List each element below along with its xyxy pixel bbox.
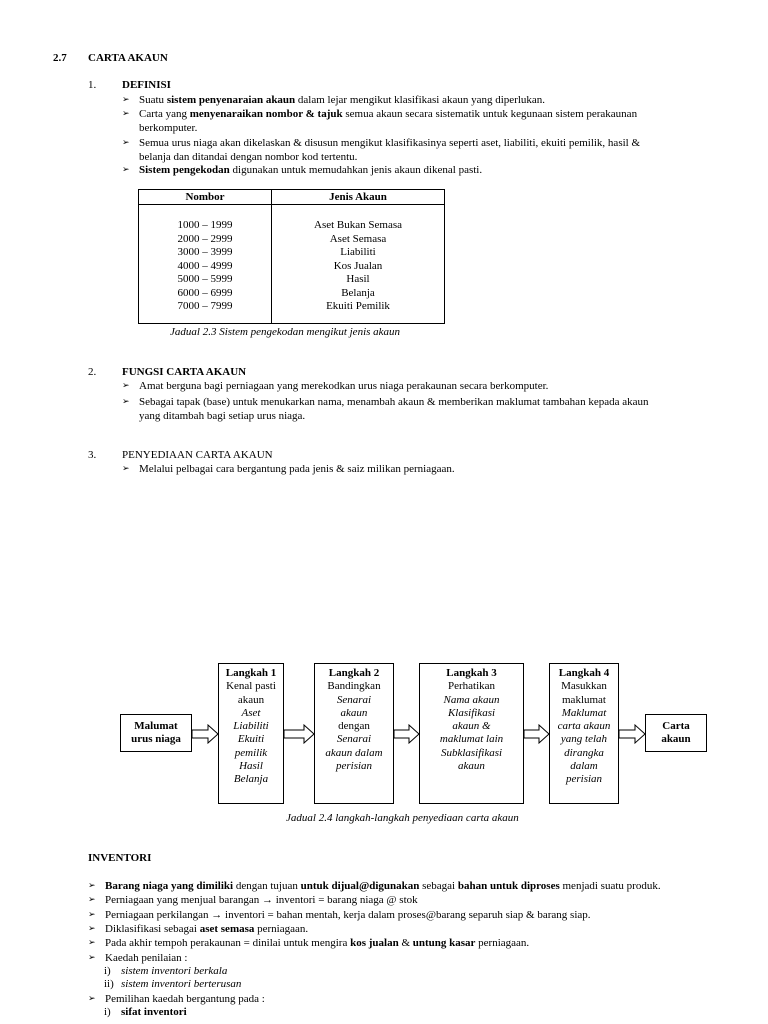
flow-caption: Jadual 2.4 langkah-langkah penyediaan carta akaun bbox=[286, 812, 519, 824]
bullet-arrow-icon: ➢ bbox=[122, 109, 130, 119]
bullet-arrow-icon: ➢ bbox=[88, 938, 96, 948]
list-item: ➢ Semua urus niaga akan dikelaskan & disusun mengikut klasifikasinya seperti aset, liabiliti, ekuiti pemilik, hasil & belanja dan ditandai dengan nombor kod tertentu. bbox=[122, 137, 641, 163]
section-title: CARTA AKAUN bbox=[88, 52, 168, 64]
flow-arrow-icon bbox=[524, 724, 550, 744]
bullet-arrow-icon: ➢ bbox=[122, 381, 130, 391]
flow-step-2 bbox=[314, 663, 394, 804]
step-text: pemilik bbox=[234, 746, 268, 759]
bullet-arrow-icon: ➢ bbox=[88, 881, 96, 891]
s3-title: PENYEDIAAN CARTA AKAUN bbox=[122, 449, 273, 461]
list-item: ➢ Sistem pengekodan digunakan untuk memudahkan jenis akaun dikenal pasti. bbox=[122, 164, 483, 176]
table-col-nombor bbox=[139, 219, 271, 314]
table-cell: 5000 – 5999 bbox=[177, 273, 233, 285]
step-text: akaun dalam bbox=[325, 746, 383, 759]
step-text: maklumat lain bbox=[439, 733, 504, 746]
right-arrow-icon: → bbox=[211, 909, 223, 921]
step-text: dengan bbox=[338, 720, 370, 733]
table-cell: Belanja bbox=[341, 286, 375, 299]
table-cell: Aset Bukan Semasa bbox=[314, 219, 402, 231]
bullet-arrow-icon: ➢ bbox=[88, 994, 96, 1004]
flow-end-box bbox=[645, 714, 707, 752]
s1-number: 1. bbox=[88, 79, 97, 91]
step-text: Kenal pasti bbox=[226, 680, 276, 693]
step-text: Nama akaun bbox=[443, 693, 500, 706]
list-item: ➢ Pemilihan kaedah bergantung pada : bbox=[88, 993, 265, 1005]
step-text: Maklumat bbox=[561, 706, 607, 719]
coding-table bbox=[138, 189, 445, 324]
step-text: akaun bbox=[340, 706, 368, 719]
table-cell: 6000 – 6999 bbox=[177, 286, 233, 299]
step-text: Belanja bbox=[233, 773, 269, 786]
step-text: Liabiliti bbox=[233, 720, 269, 733]
table-cell: 4000 – 4999 bbox=[177, 259, 233, 272]
step-text: dalam bbox=[570, 760, 598, 773]
table-header-jenis: Jenis Akaun bbox=[329, 191, 387, 203]
step-text: Subklasifikasi bbox=[440, 746, 503, 759]
bullet-arrow-icon: ➢ bbox=[88, 910, 96, 920]
bullet-arrow-icon: ➢ bbox=[122, 138, 130, 148]
step-text: Perhatikan bbox=[447, 680, 496, 693]
flow-arrow-icon bbox=[394, 724, 420, 744]
step-text: Bandingkan bbox=[327, 680, 381, 693]
list-item: ➢ Carta yang menyenaraikan nombor & tajuk semua akaun secara sistematik untuk kegunaan sistem perakaunan berkomputer. bbox=[122, 108, 638, 134]
s2-title: FUNGSI CARTA AKAUN bbox=[122, 366, 247, 378]
step-text: Aset bbox=[241, 706, 261, 719]
flow-start-box bbox=[120, 714, 192, 752]
flow-step-4 bbox=[549, 663, 619, 804]
step-text: Senarai bbox=[336, 693, 372, 706]
bullet-arrow-icon: ➢ bbox=[122, 464, 130, 474]
step-title: Langkah 2 bbox=[328, 667, 380, 679]
bullet-arrow-icon: ➢ bbox=[122, 165, 130, 175]
table-header-nombor: Nombor bbox=[185, 191, 225, 203]
list-item: ➢ Barang niaga yang dimiliki dengan tujuan untuk dijual@digunakan sebagai bahan untuk diproses menjadi suatu produk. bbox=[88, 880, 661, 892]
step-text: perisian bbox=[565, 773, 603, 786]
step-text: Klasifikasi bbox=[447, 706, 496, 719]
flow-start-label: urus niaga bbox=[131, 733, 181, 746]
flow-step-1 bbox=[218, 663, 284, 804]
table-cell: 2000 – 2999 bbox=[177, 232, 233, 245]
table-cell: Kos Jualan bbox=[333, 259, 383, 272]
step-text: maklumat bbox=[562, 693, 606, 706]
step-text: yang telah bbox=[560, 733, 608, 746]
bullet-arrow-icon: ➢ bbox=[88, 924, 96, 934]
step-text: akaun bbox=[458, 760, 485, 773]
s2-number: 2. bbox=[88, 366, 97, 378]
method-item: ii) sistem inventori berterusan bbox=[104, 978, 242, 990]
step-title: Langkah 4 bbox=[558, 667, 610, 679]
step-text: akaun & bbox=[452, 720, 491, 733]
list-item: ➢ Kaedah penilaian : bbox=[88, 952, 188, 964]
flow-arrow-icon bbox=[619, 724, 646, 744]
bullet-arrow-icon: ➢ bbox=[88, 953, 96, 963]
list-item: ➢ Perniagaan perkilangan → inventori = bahan mentah, kerja dalam proses@barang separuh siap & barang siap. bbox=[88, 909, 591, 921]
list-item: ➢ Pada akhir tempoh perakaunan = dinilai untuk mengira kos jualan & untung kasar perniagaan. bbox=[88, 937, 530, 949]
table-cell: Hasil bbox=[346, 273, 370, 285]
list-item: ➢ Perniagaan yang menjual barangan → inventori = barang niaga @ stok bbox=[88, 894, 418, 906]
list-item: ➢ Diklasifikasi sebagai aset semasa perniagaan. bbox=[88, 923, 309, 935]
step-text: perisian bbox=[335, 760, 373, 773]
table-col-jenis bbox=[272, 219, 444, 314]
flow-arrow-icon bbox=[192, 724, 219, 744]
step-text: Hasil bbox=[239, 760, 263, 773]
table-cell: Liabiliti bbox=[340, 246, 376, 258]
table-cell: 7000 – 7999 bbox=[177, 300, 233, 312]
factor-item: i) sifat inventori bbox=[104, 1006, 187, 1018]
step-text: akaun bbox=[237, 693, 265, 706]
inventori-title: INVENTORI bbox=[88, 852, 152, 864]
step-text: Ekuiti bbox=[237, 733, 265, 746]
s1-title: DEFINISI bbox=[122, 79, 171, 91]
method-item: i) sistem inventori berkala bbox=[104, 965, 228, 977]
step-text: carta akaun bbox=[557, 720, 611, 733]
flow-end-label: akaun bbox=[661, 733, 691, 746]
step-text: Masukkan bbox=[561, 680, 607, 693]
list-item: ➢ Sebagai tapak (base) untuk menukarkan nama, menambah akaun & memberikan maklumat tambahan kepada akaun yang ditambah bagi setiap urus niaga. bbox=[122, 396, 649, 422]
right-arrow-icon: → bbox=[262, 894, 273, 906]
step-text: dirangka bbox=[564, 746, 604, 759]
list-item: ➢ Amat berguna bagi perniagaan yang merekodkan urus niaga perakaunan secara berkomputer. bbox=[122, 380, 549, 392]
table-cell: 3000 – 3999 bbox=[177, 246, 233, 258]
table-cell: Aset Semasa bbox=[329, 232, 387, 245]
section-number: 2.7 bbox=[53, 52, 67, 64]
bullet-arrow-icon: ➢ bbox=[122, 397, 130, 407]
bullet-arrow-icon: ➢ bbox=[122, 95, 130, 105]
flow-end-label: Carta bbox=[662, 720, 690, 732]
s3-number: 3. bbox=[88, 449, 97, 461]
list-item: ➢ Melalui pelbagai cara bergantung pada jenis & saiz milikan perniagaan. bbox=[122, 463, 455, 475]
bullet-arrow-icon: ➢ bbox=[88, 895, 96, 905]
table-caption: Jadual 2.3 Sistem pengekodan mengikut jenis akaun bbox=[170, 326, 401, 338]
flow-start-label: Malumat bbox=[134, 720, 178, 732]
step-title: Langkah 1 bbox=[225, 667, 277, 679]
step-title: Langkah 3 bbox=[446, 667, 497, 679]
list-item: ➢ Suatu sistem penyenaraian akaun dalam lejar mengikut klasifikasi akaun yang diperlukan. bbox=[122, 94, 546, 106]
step-text: Senarai bbox=[336, 733, 372, 746]
table-cell: 1000 – 1999 bbox=[177, 219, 233, 231]
flow-arrow-icon bbox=[284, 724, 315, 744]
table-cell: Ekuiti Pemilik bbox=[326, 300, 390, 312]
flow-step-3 bbox=[419, 663, 524, 804]
